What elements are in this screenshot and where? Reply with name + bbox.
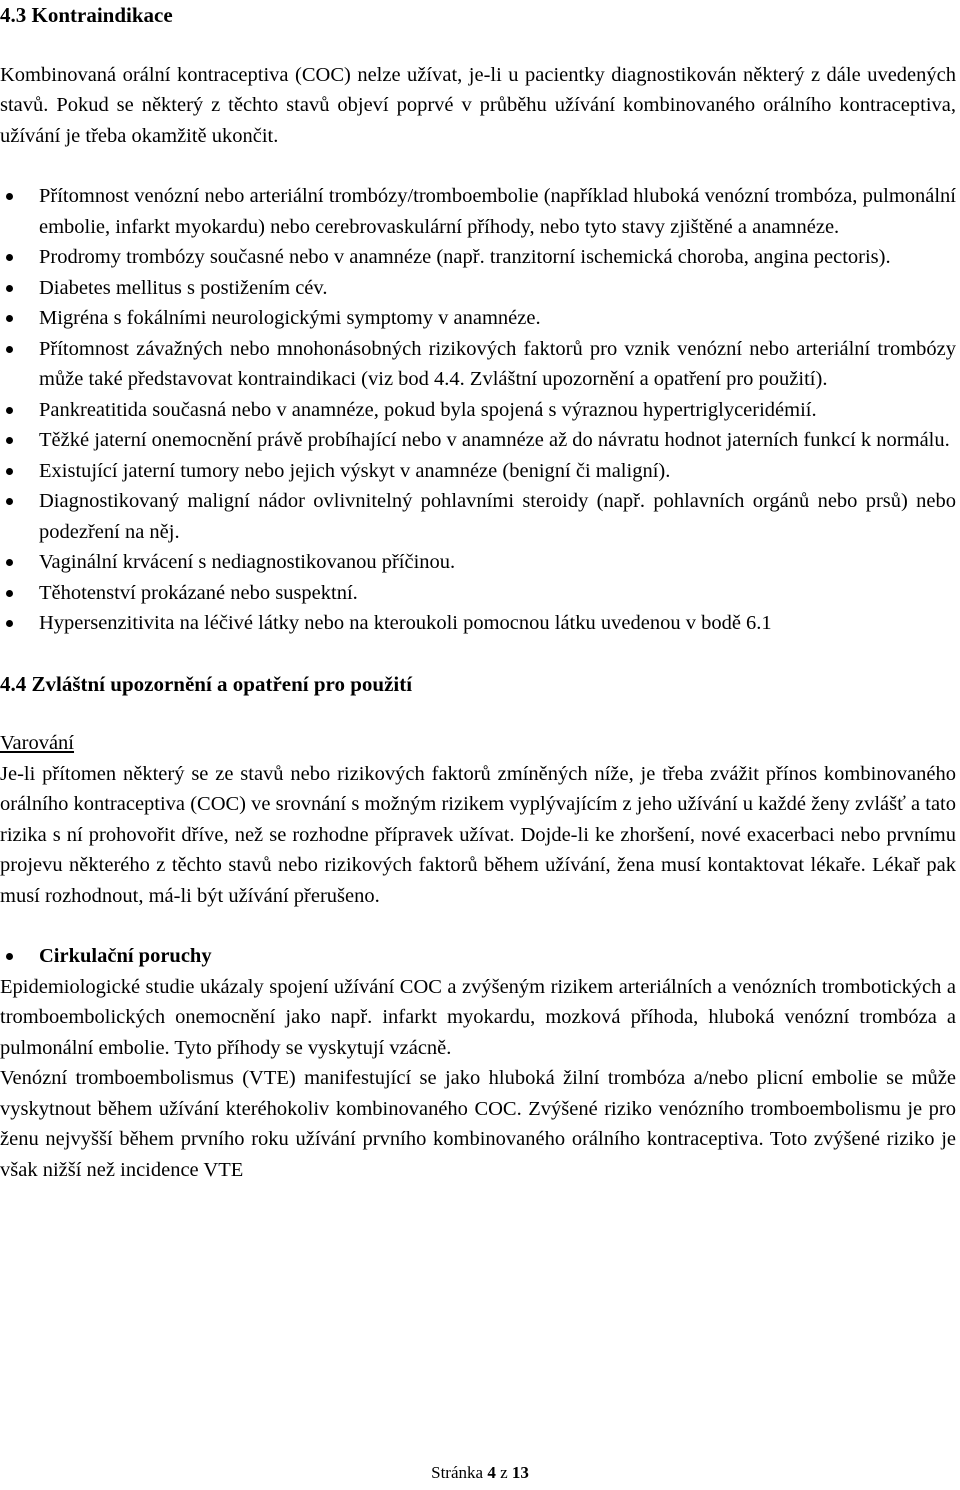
list-item: Vaginální krvácení s nediagnostikovanou příčinou.: [0, 547, 956, 578]
list-item: Přítomnost venózní nebo arteriální trombózy/tromboembolie (například hluboká venózní trombóza, pulmonální embolie, infarkt myokardu) nebo cerebrovaskulární příhody, nebo tyto stavy zjištěné a anamnéze.: [0, 181, 956, 242]
page-footer: [0, 1463, 960, 1483]
intro-paragraph: Kombinovaná orální kontraceptiva (COC) nelze užívat, je-li u pacientky diagnostikován některý z dále uvedených stavů. Pokud se některý z těchto stavů objeví poprvé v průběhu užívání kombinovaného orálního kontraceptiva, užívání je třeba okamžitě ukončit.: [0, 63, 956, 147]
page-current: 4: [487, 1463, 496, 1482]
spacer: [0, 151, 956, 181]
list-item: Diagnostikovaný maligní nádor ovlivnitelný pohlavními steroidy (např. pohlavních orgánů nebo prsů) nebo podezření na něj.: [0, 486, 956, 547]
page-total: 13: [511, 1463, 529, 1482]
section-heading-kontraindikace: 4.3 Kontraindikace: [0, 3, 173, 27]
contraindication-list: [0, 181, 956, 639]
list-item: Těhotenství prokázané nebo suspektní.: [0, 578, 956, 609]
spacer: [0, 639, 956, 669]
circulatory-paragraph-2: Venózní tromboembolismus (VTE) manifestující se jako hluboká žilní trombóza a/nebo plicní embolie se může vyskytnout během užívání kteréhokoliv kombinovaného COC. Zvýšené riziko venózního tromboembolismu je pro ženu nejvyšší během prvního roku užívání prvního kombinovaného orálního kontraceptiva. Toto zvýšené riziko je však nižší než incidence VTE: [0, 1067, 956, 1181]
list-item: Pankreatitida současná nebo v anamnéze, pokud byla spojená s výraznou hypertriglyceridémií.: [0, 395, 956, 426]
list-item: Přítomnost závažných nebo mnohonásobných rizikových faktorů pro vznik venózní nebo arteriální trombózy může také představovat kontraindikaci (viz bod 4.4. Zvláštní upozornění a opatření pro použití).: [0, 334, 956, 395]
section-heading-upozorneni: 4.4 Zvláštní upozornění a opatření pro použití: [0, 671, 413, 696]
list-item: Hypersenzitivita na léčivé látky nebo na kteroukoli pomocnou látku uvedenou v bodě 6.1: [0, 608, 956, 639]
list-item: Existující jaterní tumory nebo jejich výskyt v anamnéze (benigní či maligní).: [0, 456, 956, 487]
list-item: Prodromy trombózy současné nebo v anamnéze (např. tranzitorní ischemická choroba, angina pectoris).: [0, 242, 956, 273]
circulatory-heading: Cirkulační poruchy: [0, 941, 956, 972]
list-item: Diabetes mellitus s postižením cév.: [0, 273, 956, 304]
circulatory-paragraph-1: Epidemiologické studie ukázaly spojení užívání COC a zvýšeným rizikem arteriálních a venózních trombotických a tromboembolických onemocnění jako např. infarkt myokardu, mozková příhoda, hluboká venózní trombóza a pulmonální embolie. Tyto příhody se vyskytují vzácně.: [0, 975, 956, 1059]
warning-label: Varování: [0, 732, 75, 754]
spacer: [0, 31, 956, 60]
page-word: Stránka: [431, 1463, 484, 1482]
warning-paragraph: Je-li přítomen některý se ze stavů nebo rizikových faktorů zmíněných níže, je třeba zvážit přínos kombinovaného orálního kontraceptiva (COC) ve srovnání s možným rizikem vyplývajícím z jeho užívání u každé ženy zvlášť a tato rizika s ní prohovořit dříve, než se rozhodne přípravek užívat. Dojde-li ke zhoršení, nové exacerbaci nebo prvnímu projevu některého z těchto stavů nebo rizikových faktorů během užívání, žena musí kontaktovat lékaře. Lékař pak musí rozhodnout, má-li být užívání přerušeno.: [0, 762, 956, 907]
spacer: [0, 699, 956, 728]
list-item: Migréna s fokálními neurologickými symptomy v anamnéze.: [0, 303, 956, 334]
page-of: z: [500, 1463, 508, 1482]
list-item: Těžké jaterní onemocnění právě probíhající nebo v anamnéze až do návratu hodnot jaterních funkcí k normálu.: [0, 425, 956, 456]
spacer: [0, 911, 956, 941]
